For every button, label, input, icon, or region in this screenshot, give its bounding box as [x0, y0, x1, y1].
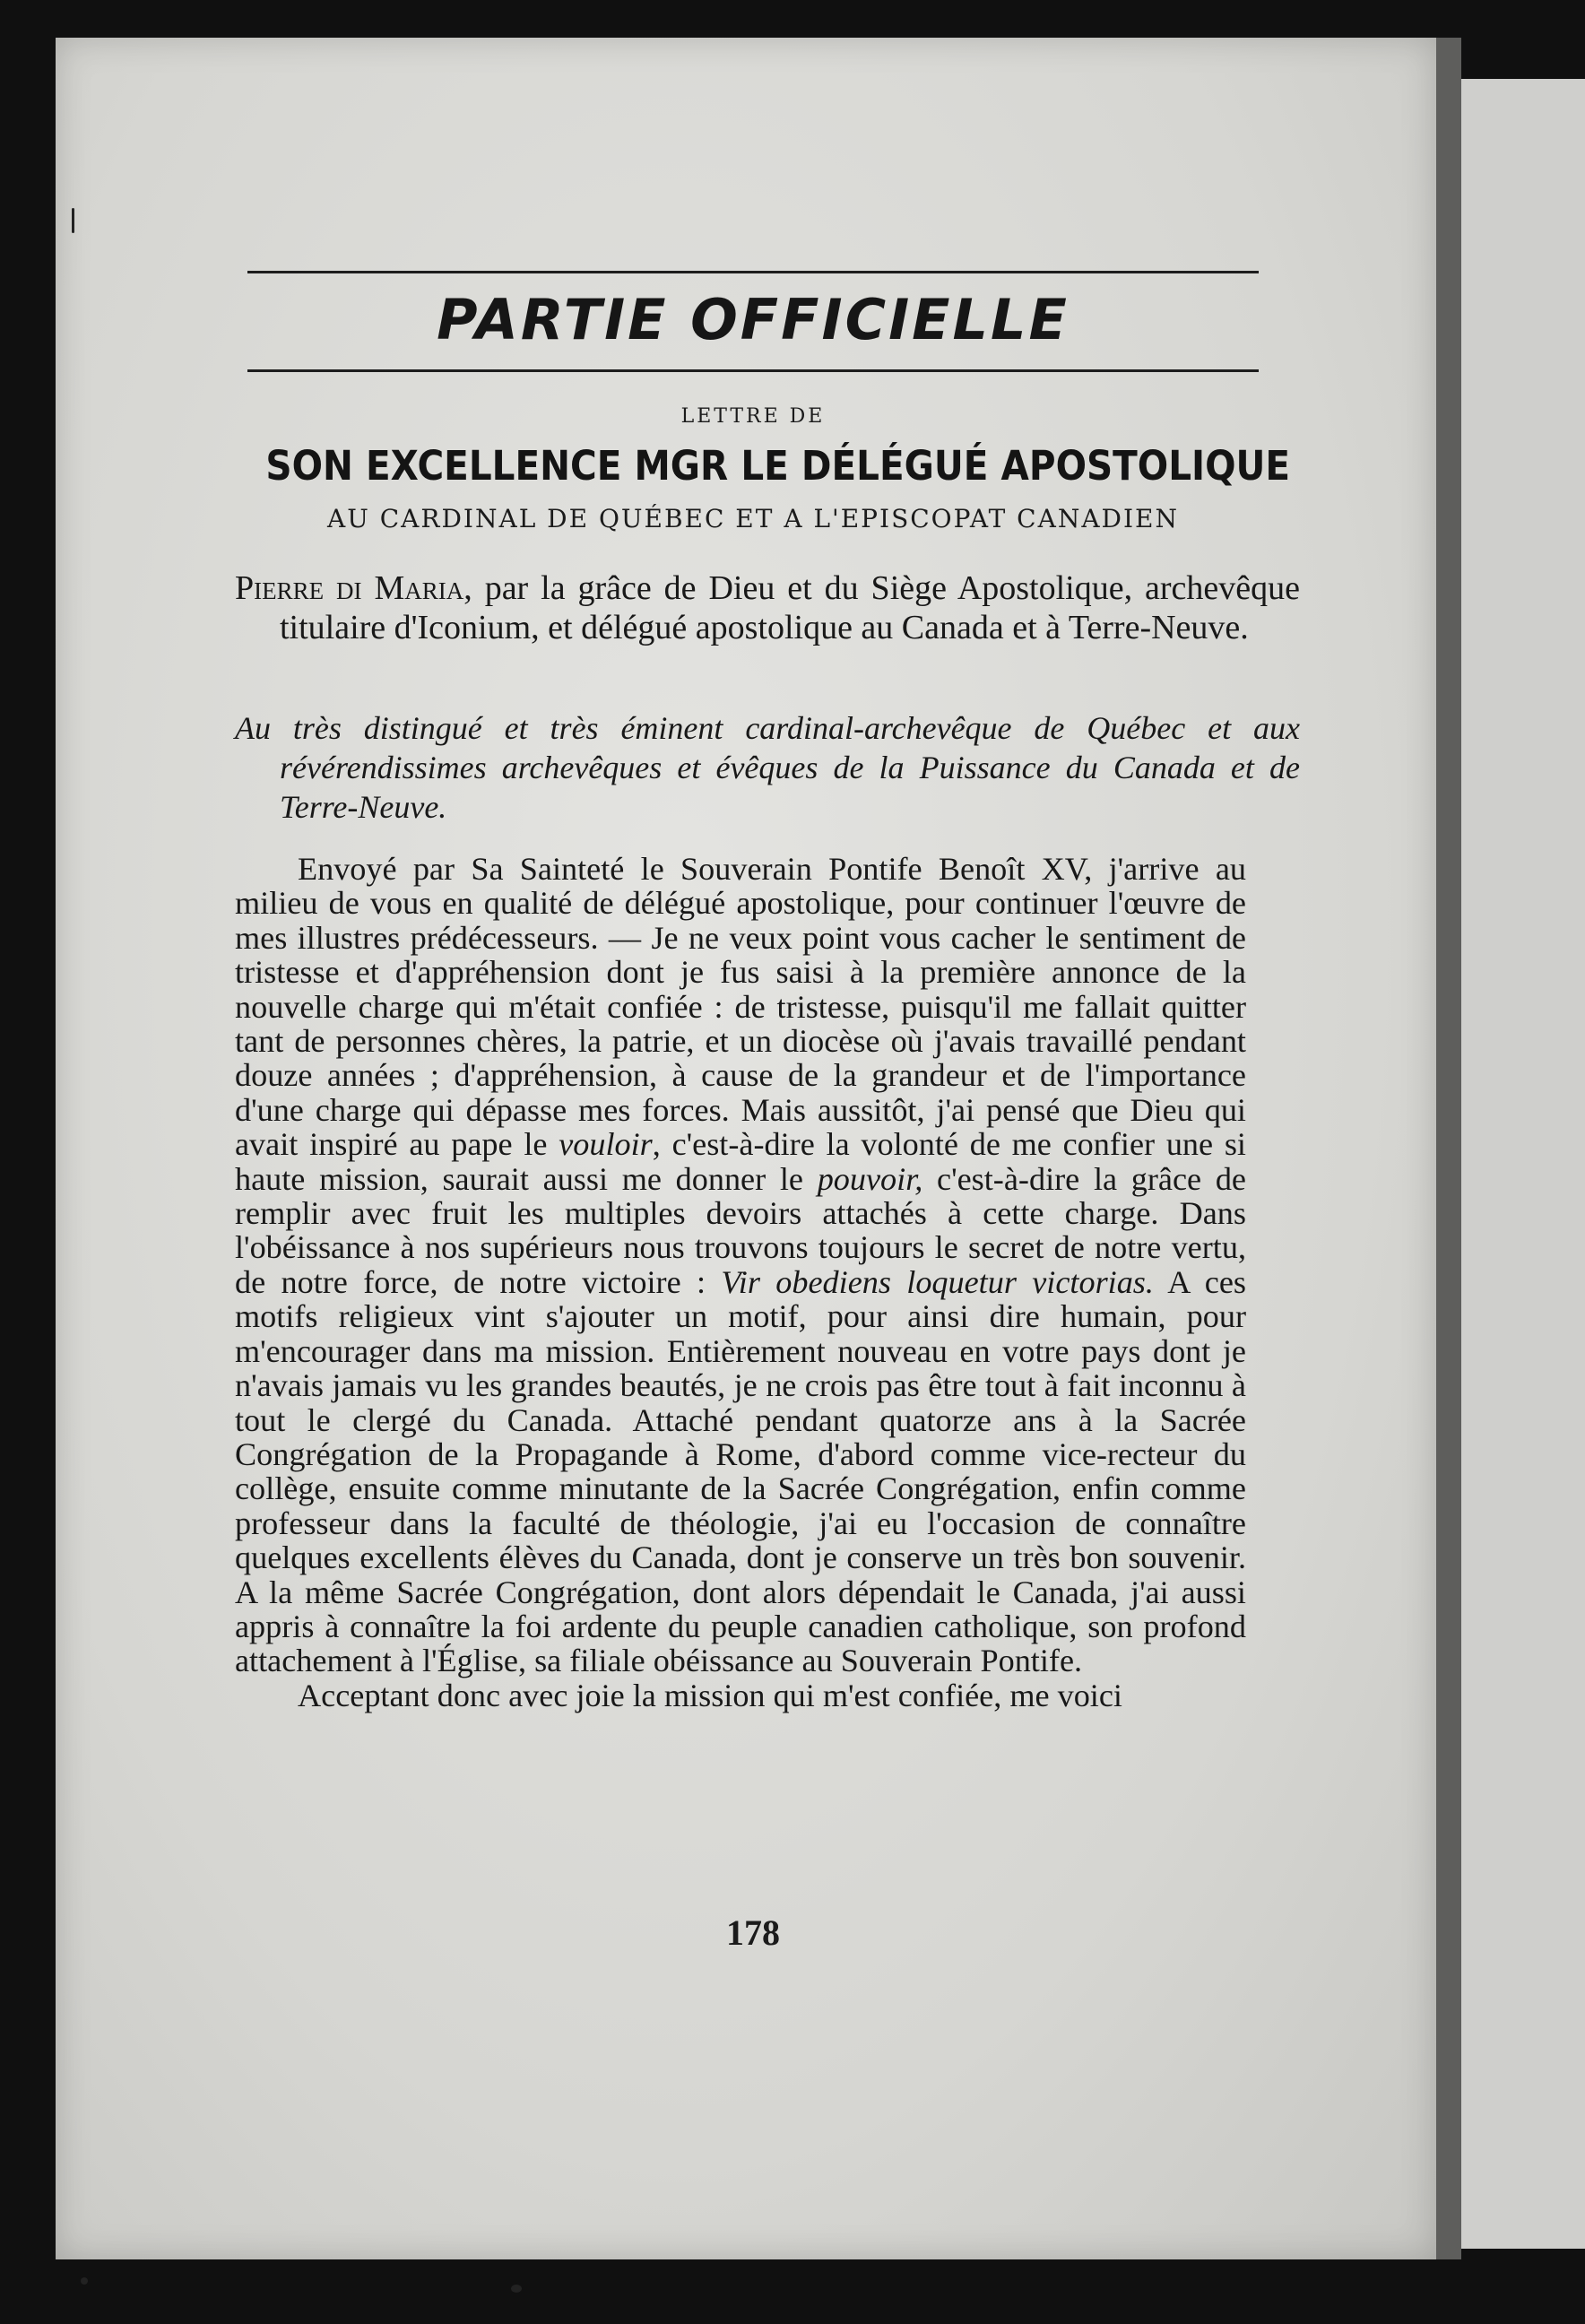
body-emphasis: vouloir: [559, 1126, 653, 1163]
body-paragraph-1: [235, 852, 1246, 1678]
sender-paragraph: [235, 568, 1300, 647]
sender-titles: , par la grâce de Dieu et du Siège Apostolique, archevêque titulaire d'Iconium, et délégué apostolique au Canada et à Terre-Neuve.: [280, 569, 1300, 646]
letter-subheading: AU CARDINAL DE QUÉBEC ET A L'EPISCOPAT CANADIEN: [327, 504, 1179, 533]
letter-label: LETTRE DE: [680, 405, 826, 428]
address-paragraph: Au très distingué et très éminent cardinal-archevêque de Québec et aux révérendissimes archevêques et évêques de la Puissance du Canada et de Terre-Neuve.: [235, 710, 1300, 825]
sender-name: Pierre di Maria: [235, 569, 464, 607]
letter-heading: SON EXCELLENCE MGR LE DÉLÉGUÉ APOSTOLIQUE: [265, 442, 1291, 490]
body-text: c'est-à-dire la grâce de remplir avec fruit les multiples devoirs attachés à cette charge. Dans l'obéissance à nos supérieurs nous trouvons toujours le secret de notre vertu, de notre force, de notre victoire :: [235, 1160, 1246, 1300]
dust-speck: [72, 208, 74, 233]
body-emphasis: pouvoir,: [817, 1160, 923, 1197]
page-gutter: [1436, 38, 1461, 2259]
body-text: A ces motifs religieux vint s'ajouter un motif, pour ainsi dire humain, pour m'encourager dans ma mission. Entièrement nouveau en votre pays dont je n'avais jamais vu les grandes beautés, je ne crois pas être tout à fait inconnu à tout le clergé du Canada. Attaché pendant quatorze ans à la Sacrée Congrégation de la Propagande à Rome, d'abord comme vice-recteur du collège, ensuite comme minutante de la Sacrée Congrégation, enfin comme professeur dans la faculté de théologie, j'ai eu l'occasion de connaître quelques excellents élèves du Canada, dont je conserve un très bon souvenir. A la même Sacrée Congrégation, dont alors dépendait le Canada, j'ai aussi appris à connaître la foi ardente du peuple canadien catholique, son profond attachement à l'Église, sa filiale obéissance au Souverain Pontife.: [235, 1263, 1246, 1679]
section-title: PARTIE OFFICIELLE: [437, 287, 1070, 352]
body-text: Envoyé par Sa Sainteté le Souverain Pontife Benoît XV, j'arrive au milieu de vous en qualité de délégué apostolique, pour continuer l'œuvre de mes illustres prédécesseurs. — Je ne veux point vous cacher le sentiment de tristesse et d'appréhension dont je fus saisi à la première annonce de la nouvelle charge qui m'était confiée : de tristesse, puisqu'il me fallait quitter tant de personnes chères, la patrie, et un diocèse où j'avais travaillé pendant douze années ; d'appréhension, à cause de la grandeur et de l'importance d'une charge qui dépasse mes forces. Mais aussitôt, j'ai pensé que Dieu qui avait inspiré au pape le: [235, 851, 1246, 1163]
dust-speck: [81, 2277, 88, 2285]
body-text: , c'est-à-dire la volonté de me confier une si haute mission, saurait aussi me donner le: [235, 1126, 1246, 1197]
next-page-edge: [1461, 79, 1585, 2249]
title-rule-bottom: [247, 369, 1259, 372]
dust-speck: [511, 2285, 522, 2293]
letter-body: [235, 852, 1246, 1713]
latin-quote: Vir obediens loquetur victorias.: [721, 1263, 1154, 1300]
page-number: 178: [726, 1912, 780, 1953]
title-rule-top: [247, 271, 1259, 273]
body-paragraph-2: Acceptant donc avec joie la mission qui m'est confiée, me voici: [298, 1677, 1122, 1713]
